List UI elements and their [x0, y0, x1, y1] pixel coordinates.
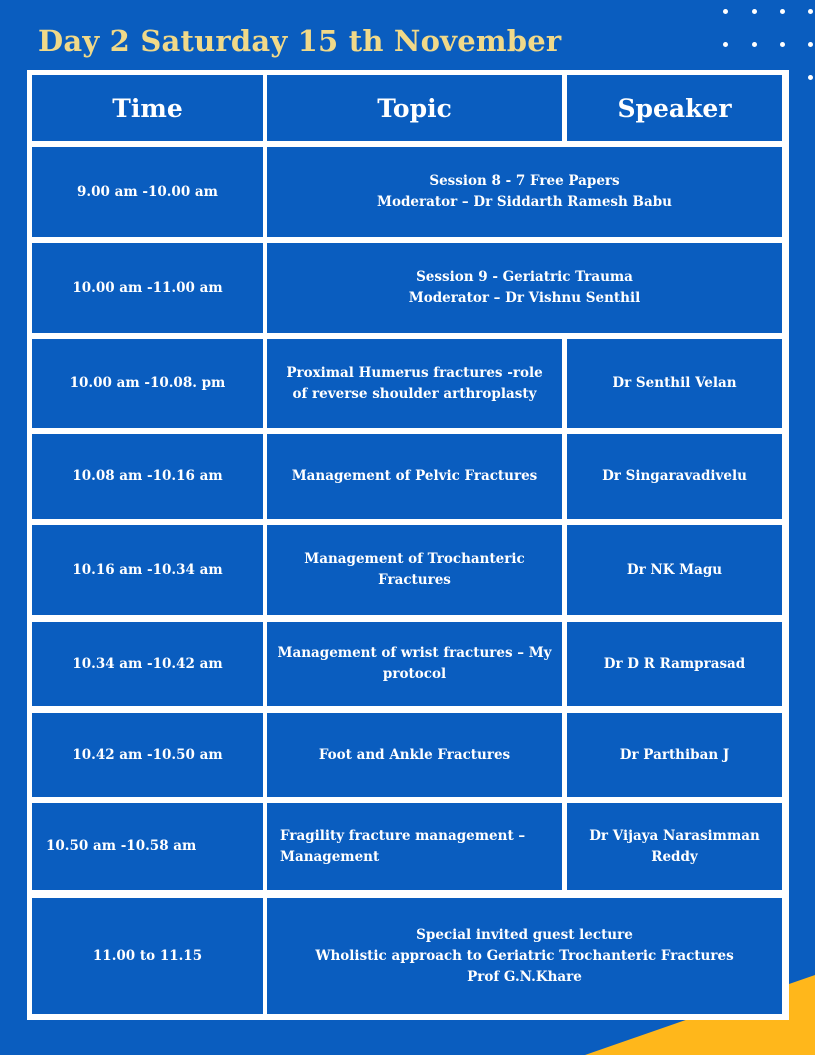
table-row-speaker: Dr Senthil Velan: [567, 339, 782, 428]
table-row-time: 11.00 to 11.15: [32, 898, 263, 1014]
session-title: Session 9 - Geriatric Trauma: [416, 269, 633, 285]
decorative-dot: [780, 9, 785, 14]
decorative-dot: [808, 9, 813, 14]
table-row-time: 10.42 am -10.50 am: [32, 713, 263, 797]
lecture-speaker: Prof G.N.Khare: [467, 968, 582, 985]
header-time: Time: [32, 75, 263, 141]
table-row-topic: Management of Pelvic Fractures: [267, 434, 562, 519]
lecture-title: Wholistic approach to Geriatric Trochanteric Fractures: [315, 947, 734, 964]
decorative-dot: [723, 42, 728, 47]
decorative-dot: [808, 75, 813, 80]
lecture-heading: Special invited guest lecture: [416, 926, 633, 943]
table-row-speaker: Dr D R Ramprasad: [567, 622, 782, 706]
table-row-speaker: Dr Vijaya Narasimman Reddy: [567, 803, 782, 890]
table-row-time: 10.34 am -10.42 am: [32, 622, 263, 706]
session-cell: [267, 147, 782, 237]
table-row-time: 10.50 am -10.58 am: [32, 803, 263, 890]
session-title: Session 8 - 7 Free Papers: [429, 173, 620, 189]
table-row-time: 10.00 am -10.08. pm: [32, 339, 263, 428]
session-cell: [267, 243, 782, 333]
decorative-dot: [780, 42, 785, 47]
table-row-topic: Proximal Humerus fractures -role of reverse shoulder arthroplasty: [267, 339, 562, 428]
header-topic: Topic: [267, 75, 562, 141]
table-row-topic: Foot and Ankle Fractures: [267, 713, 562, 797]
schedule-table: [27, 70, 789, 1020]
table-row-speaker: Dr Singaravadivelu: [567, 434, 782, 519]
decorative-dot: [723, 9, 728, 14]
table-row-time: 10.08 am -10.16 am: [32, 434, 263, 519]
decorative-dot: [752, 9, 757, 14]
lecture-cell: [267, 898, 782, 1014]
table-row-time: 9.00 am -10.00 am: [32, 147, 263, 237]
decorative-dot: [808, 42, 813, 47]
header-speaker: Speaker: [567, 75, 782, 141]
table-row-speaker: Dr NK Magu: [567, 525, 782, 615]
page-title: Day 2 Saturday 15 th November: [38, 24, 562, 58]
table-row-topic: Management of wrist fractures – My protocol: [267, 622, 562, 706]
decorative-dot: [752, 42, 757, 47]
table-row-topic: Management of Trochanteric Fractures: [267, 525, 562, 615]
table-row-time: 10.16 am -10.34 am: [32, 525, 263, 615]
table-row-topic: Fragility fracture management – Management: [267, 803, 562, 890]
table-row-time: 10.00 am -11.00 am: [32, 243, 263, 333]
session-moderator: Moderator – Dr Siddarth Ramesh Babu: [377, 194, 672, 210]
session-moderator: Moderator – Dr Vishnu Senthil: [408, 290, 641, 306]
table-row-speaker: Dr Parthiban J: [567, 713, 782, 797]
